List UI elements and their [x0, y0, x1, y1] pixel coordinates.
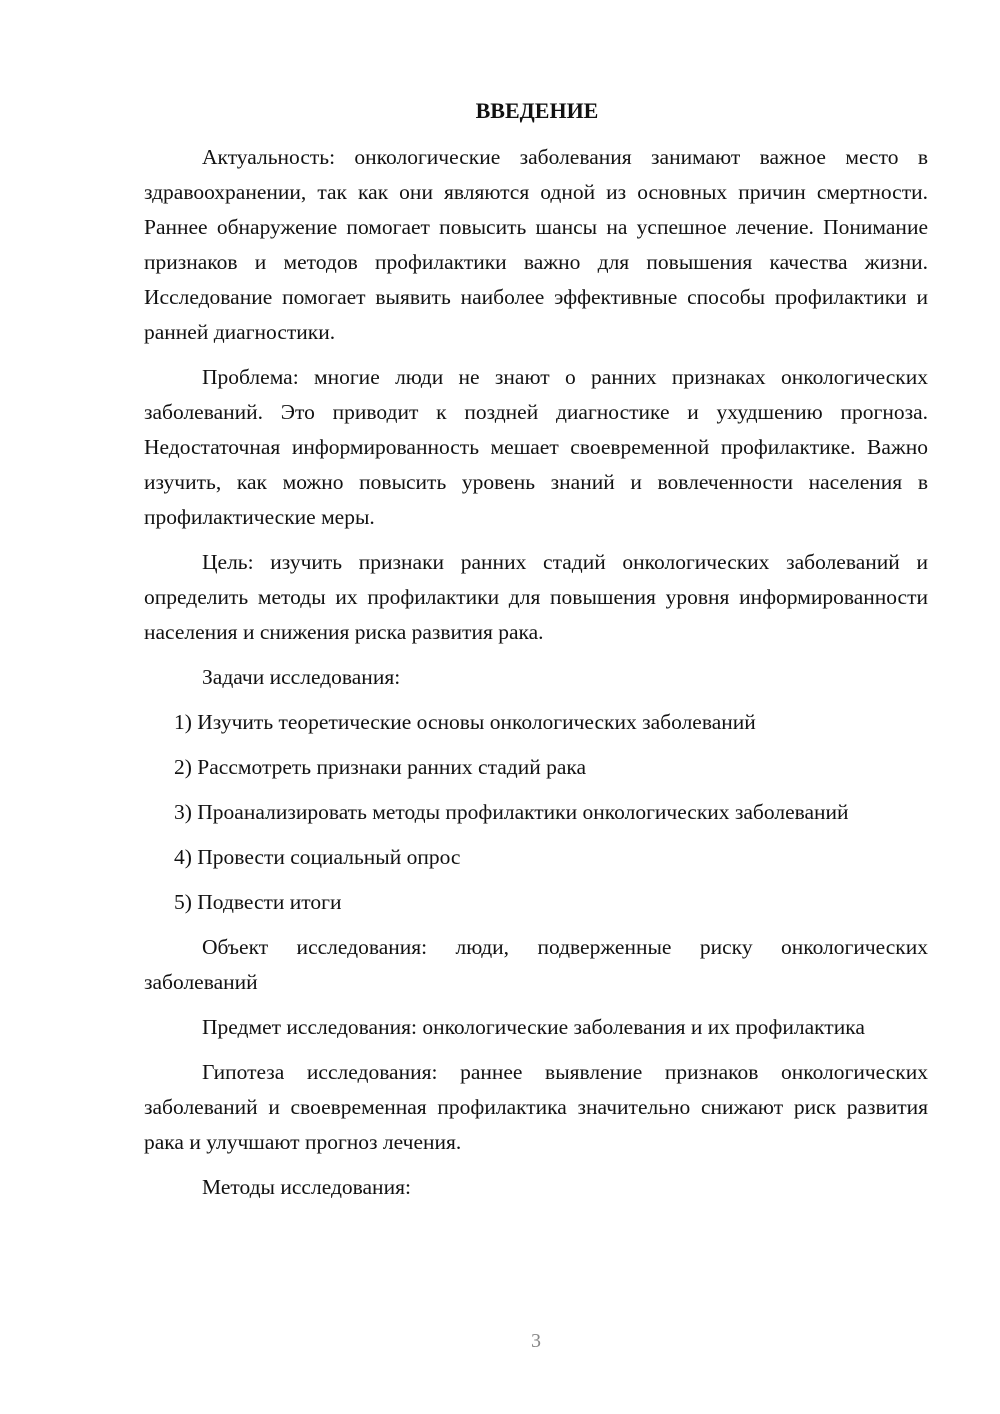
tasks-heading: Задачи исследования: [202, 665, 401, 689]
page-number: 3 [531, 1330, 541, 1352]
paragraph-object: Объект исследования: люди, подверженные риску онкологических заболеваний [144, 935, 928, 994]
paragraph-relevance: Актуальность: онкологические заболевания занимают важное место в здравоохранении, так как они являются одной из основных причин смертности. Раннее обнаружение помогает повысить шансы на успешное лечение. Понимание признаков и методов профилактики важно для повышения качества жизни. Исследование помогает выявить наиболее эффективные способы профилактики и ранней диагностики. [144, 145, 928, 344]
tasks-list [144, 705, 928, 920]
list-item: 4) Провести социальный опрос [174, 845, 461, 869]
paragraph-problem: Проблема: многие люди не знают о ранних признаках онкологических заболеваний. Это приводит к поздней диагностике и ухудшению прогноза. Недостаточная информированность мешает своевременной профилактике. Важно изучить, как можно повысить уровень знаний и вовлеченности населения в профилактические меры. [144, 365, 928, 529]
methods-heading: Методы исследования: [202, 1175, 411, 1199]
list-item: 3) Проанализировать методы профилактики онкологических заболеваний [174, 800, 849, 824]
document-page [144, 96, 928, 1215]
list-item: 5) Подвести итоги [174, 890, 342, 914]
paragraph-hypothesis: Гипотеза исследования: раннее выявление признаков онкологических заболеваний и своевременная профилактика значительно снижают риск развития рака и улучшают прогноз лечения. [144, 1060, 928, 1154]
list-item: 2) Рассмотреть признаки ранних стадий рака [174, 755, 587, 779]
paragraph-subject: Предмет исследования: онкологические заболевания и их профилактика [202, 1015, 865, 1039]
paragraph-goal: Цель: изучить признаки ранних стадий онкологических заболеваний и определить методы их профилактики для повышения уровня информированности населения и снижения риска развития рака. [144, 550, 928, 644]
list-item: 1) Изучить теоретические основы онкологических заболеваний [174, 710, 756, 734]
page-title: ВВЕДЕНИЕ [475, 98, 599, 123]
